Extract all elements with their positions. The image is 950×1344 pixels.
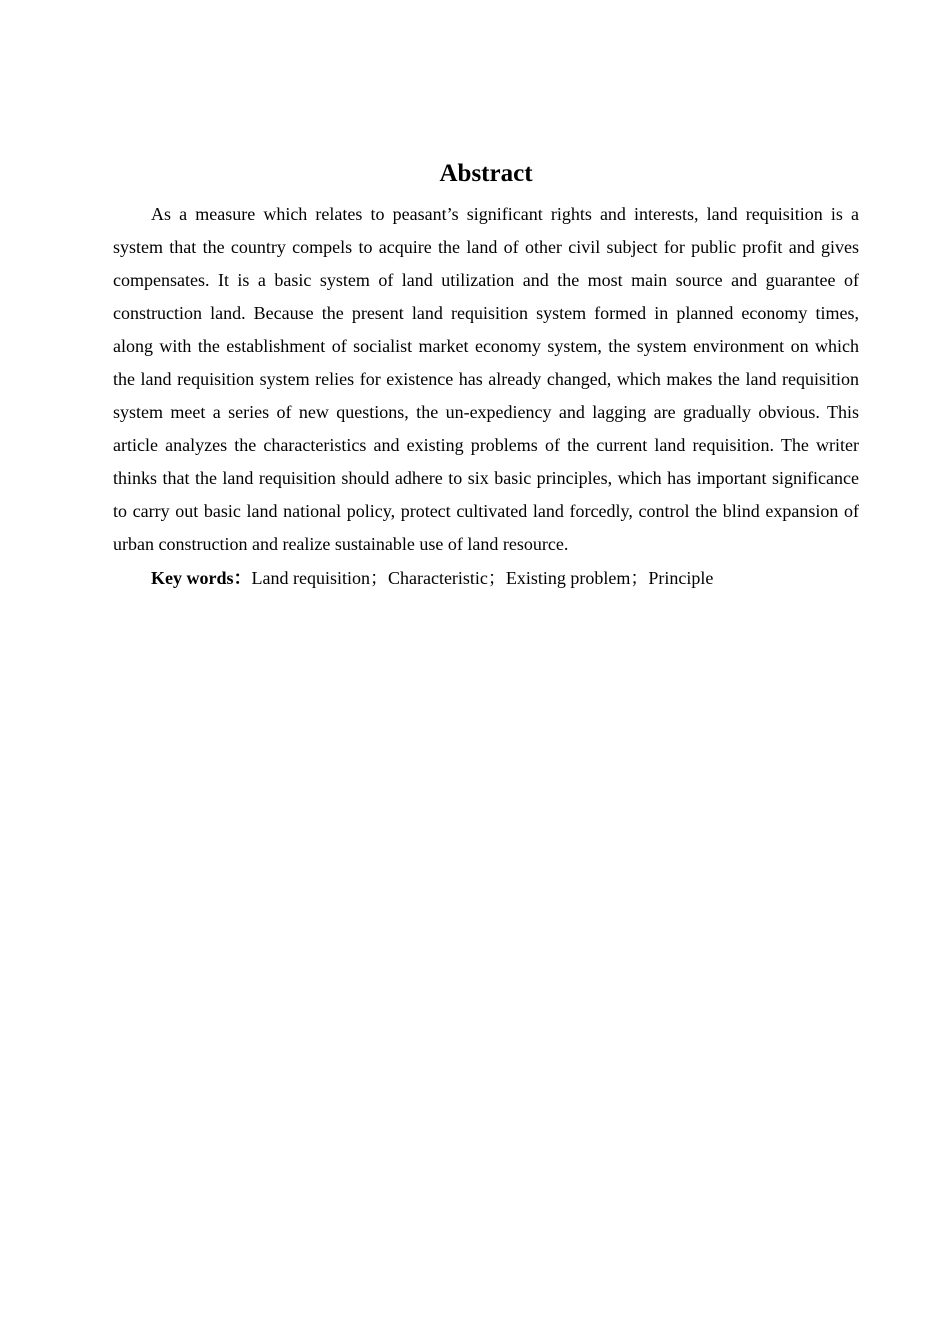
keywords-label: Key words： (151, 568, 252, 588)
keywords-line (113, 562, 859, 595)
abstract-title: Abstract (439, 160, 533, 187)
keywords-list: Land requisition；Characteristic；Existing problem；Principle (251, 568, 714, 588)
document-page (113, 156, 859, 595)
abstract-body: As a measure which relates to peasant’s significant rights and interests, land requisition is a system that the country compels to acquire the land of other civil subject for public profit and gives compensates. It is a basic system of land utilization and the most main source and guarantee of construction land. Because the present land requisition system formed in planned economy times, along with the establishment of socialist market economy system, the system environment on which the land requisition system relies for existence has already changed, which makes the land requisition system meet a series of new questions, the un-expediency and lagging are gradually obvious. This article analyzes the characteristics and existing problems of the current land requisition. The writer thinks that the land requisition should adhere to six basic principles, which has important significance to carry out basic land national policy, protect cultivated land forcedly, control the blind expansion of urban construction and realize sustainable use of land resource. (113, 204, 859, 554)
